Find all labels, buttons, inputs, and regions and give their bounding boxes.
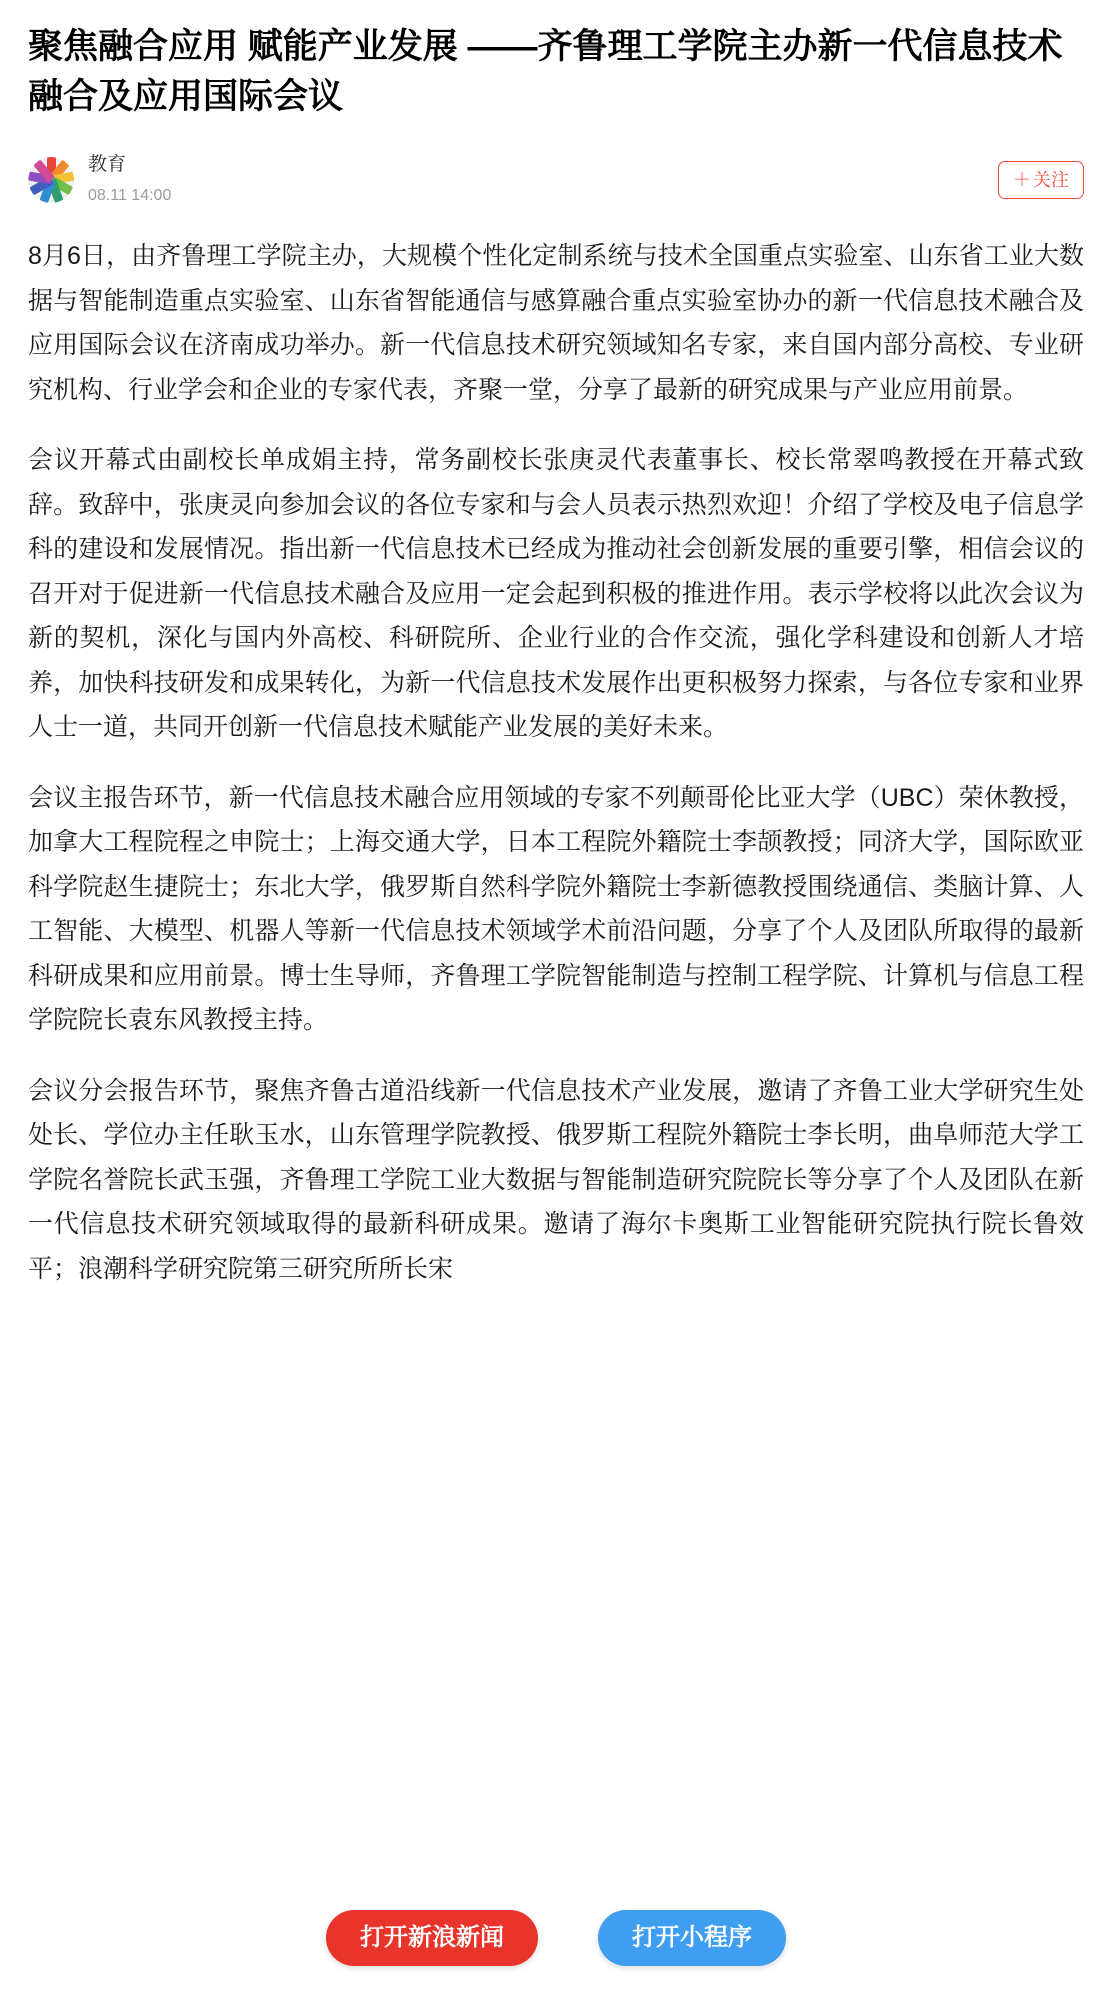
meta-text-block bbox=[88, 151, 171, 208]
article-paragraph: 会议开幕式由副校长单成娟主持，常务副校长张庚灵代表董事长、校长常翠鸣教授在开幕式致辞。致辞中，张庚灵向参加会议的各位专家和与会人员表示热烈欢迎！介绍了学校及电子信息学科的建设和发展情况。指出新一代信息技术已经成为推动社会创新发展的重要引擎，相信会议的召开对于促进新一代信息技术融合及应用一定会起到积极的推进作用。表示学校将以此次会议为新的契机，深化与国内外高校、科研院所、企业行业的合作交流，强化学科建设和创新人才培养，加快科技研发和成果转化，为新一代信息技术发展作出更积极努力探索，与各位专家和业界人士一道，共同开创新一代信息技术赋能产业发展的美好未来。 bbox=[28, 446, 1084, 742]
article-paragraph: 会议分会报告环节，聚焦齐鲁古道沿线新一代信息技术产业发展，邀请了齐鲁工业大学研究生处处长、学位办主任耿玉水，山东管理学院教授、俄罗斯工程院外籍院士李长明，曲阜师范大学工学院名誉院长武玉强，齐鲁理工学院工业大数据与智能制造研究院院长等分享了个人及团队在新一代信息技术研究领域取得的最新科研成果。邀请了海尔卡奥斯工业智能研究院执行院长鲁效平；浪潮科学研究院第三研究所所长宋 bbox=[28, 1076, 1084, 1283]
open-sina-news-button[interactable]: 打开新浪新闻 bbox=[326, 1910, 538, 1966]
publish-time: 08.11 14:00 bbox=[88, 186, 172, 204]
article-meta bbox=[28, 151, 1084, 208]
article-paragraph: 8月6日，由齐鲁理工学院主办，大规模个性化定制系统与技术全国重点实验室、山东省工业大数据与智能制造重点实验室、山东省智能通信与感算融合重点实验室协办的新一代信息技术融合及应用国际会议在济南成功举办。新一代信息技术研究领域知名专家，来自国内部分高校、专业研究机构、行业学会和企业的专家代表，齐聚一堂，分享了最新的研究成果与产业应用前景。 bbox=[28, 242, 1084, 404]
page-title: 聚焦融合应用 赋能产业发展 ——齐鲁理工学院主办新一代信息技术融合及应用国际会议 bbox=[28, 27, 1063, 116]
bottom-action-bar bbox=[0, 1910, 1112, 1966]
avatar[interactable] bbox=[28, 157, 74, 203]
follow-button[interactable] bbox=[998, 161, 1084, 199]
author-name[interactable]: 教育 bbox=[88, 154, 127, 176]
article-body bbox=[28, 234, 1084, 1291]
plus-icon: ＋ bbox=[1013, 169, 1031, 190]
open-miniprogram-button[interactable]: 打开小程序 bbox=[598, 1910, 786, 1966]
article-paragraph: 会议主报告环节，新一代信息技术融合应用领域的专家不列颠哥伦比亚大学（UBC）荣休教授，加拿大工程院程之申院士；上海交通大学，日本工程院外籍院士李颉教授；同济大学，国际欧亚科学院赵生捷院士；东北大学，俄罗斯自然科学院外籍院士李新德教授围绕通信、类脑计算、人工智能、大模型、机器人等新一代信息技术领域学术前沿问题，分享了个人及团队所取得的最新科研成果和应用前景。博士生导师，齐鲁理工学院智能制造与控制工程学院、计算机与信息工程学院院长袁东风教授主持。 bbox=[28, 783, 1084, 1035]
follow-button-label: 关注 bbox=[1033, 169, 1069, 190]
